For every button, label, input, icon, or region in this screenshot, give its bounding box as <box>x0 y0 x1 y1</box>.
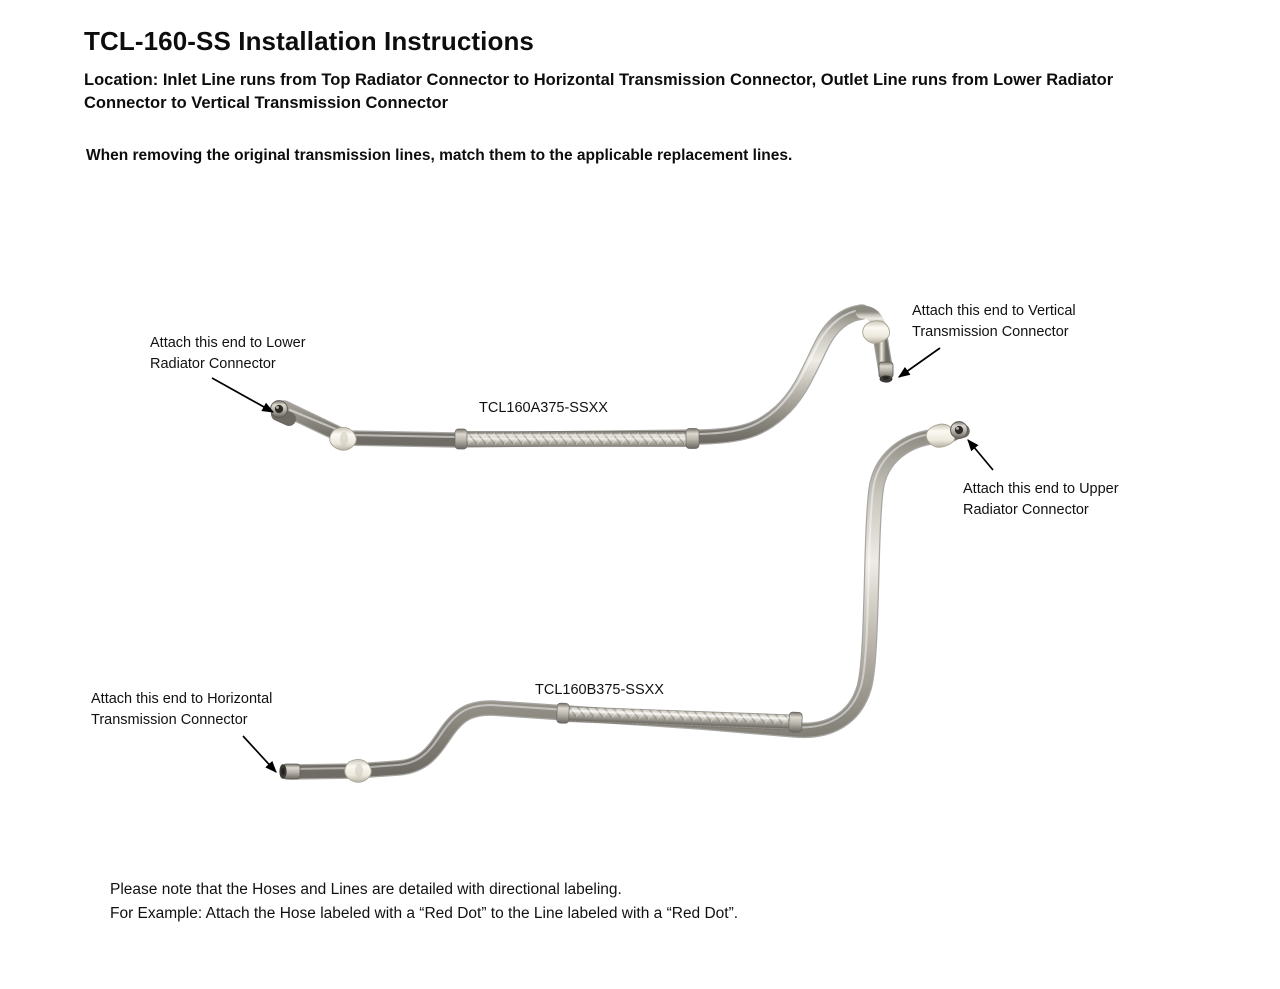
lower-line-upper-radiator-end-fitting <box>926 422 967 448</box>
callout-line-2: Transmission Connector <box>91 712 248 729</box>
part-label-lower-line: TCL160B375-SSXX <box>535 682 664 698</box>
callout-line-2: Radiator Connector <box>150 356 276 373</box>
lower-line-retaining-clip <box>345 759 372 782</box>
match-note: When removing the original transmission lines, match them to the applicable replacement lines. <box>86 147 793 164</box>
callout-horizontal-transmission-connector <box>91 689 321 731</box>
upper-line-assembly <box>271 310 893 450</box>
footer-note <box>110 878 738 927</box>
leader-vertical-transmission <box>899 348 940 377</box>
callout-line-1: Attach this end to Vertical <box>912 303 1076 319</box>
upper-line-vertical-transmission-end-fitting <box>862 312 893 383</box>
footer-line-1: Please note that the Hoses and Lines are detailed with directional labeling. <box>110 881 622 898</box>
callout-vertical-transmission-connector <box>912 301 1132 343</box>
callout-lower-radiator-connector <box>150 333 350 375</box>
page-title: TCL-160-SS Installation Instructions <box>84 26 534 56</box>
callout-line-2: Transmission Connector <box>912 324 1069 341</box>
upper-line-retaining-clip <box>330 427 357 450</box>
callout-line-1: Attach this end to Lower <box>150 335 306 351</box>
callout-line-2: Radiator Connector <box>963 502 1089 519</box>
lower-line-horizontal-transmission-end-fitting <box>279 764 300 779</box>
leader-horizontal-transmission <box>243 736 276 772</box>
location-note: Location: Inlet Line runs from Top Radiator Connector to Horizontal Transmission Connector, Outlet Line runs from Lower Radiator Connector to Vertical Transmission Connector <box>84 71 1114 113</box>
callout-upper-radiator-connector <box>963 479 1178 521</box>
upper-line-braided-sleeve <box>455 429 699 450</box>
lower-line-assembly <box>279 422 967 783</box>
callout-line-1: Attach this end to Upper <box>963 481 1119 497</box>
leader-upper-radiator <box>968 440 993 470</box>
part-label-upper-line: TCL160A375-SSXX <box>479 400 608 416</box>
leader-lower-radiator <box>212 378 273 412</box>
footer-line-2: For Example: Attach the Hose labeled with a “Red Dot” to the Line labeled with a “Red Dot”. <box>110 905 739 923</box>
callout-line-1: Attach this end to Horizontal <box>91 691 273 707</box>
